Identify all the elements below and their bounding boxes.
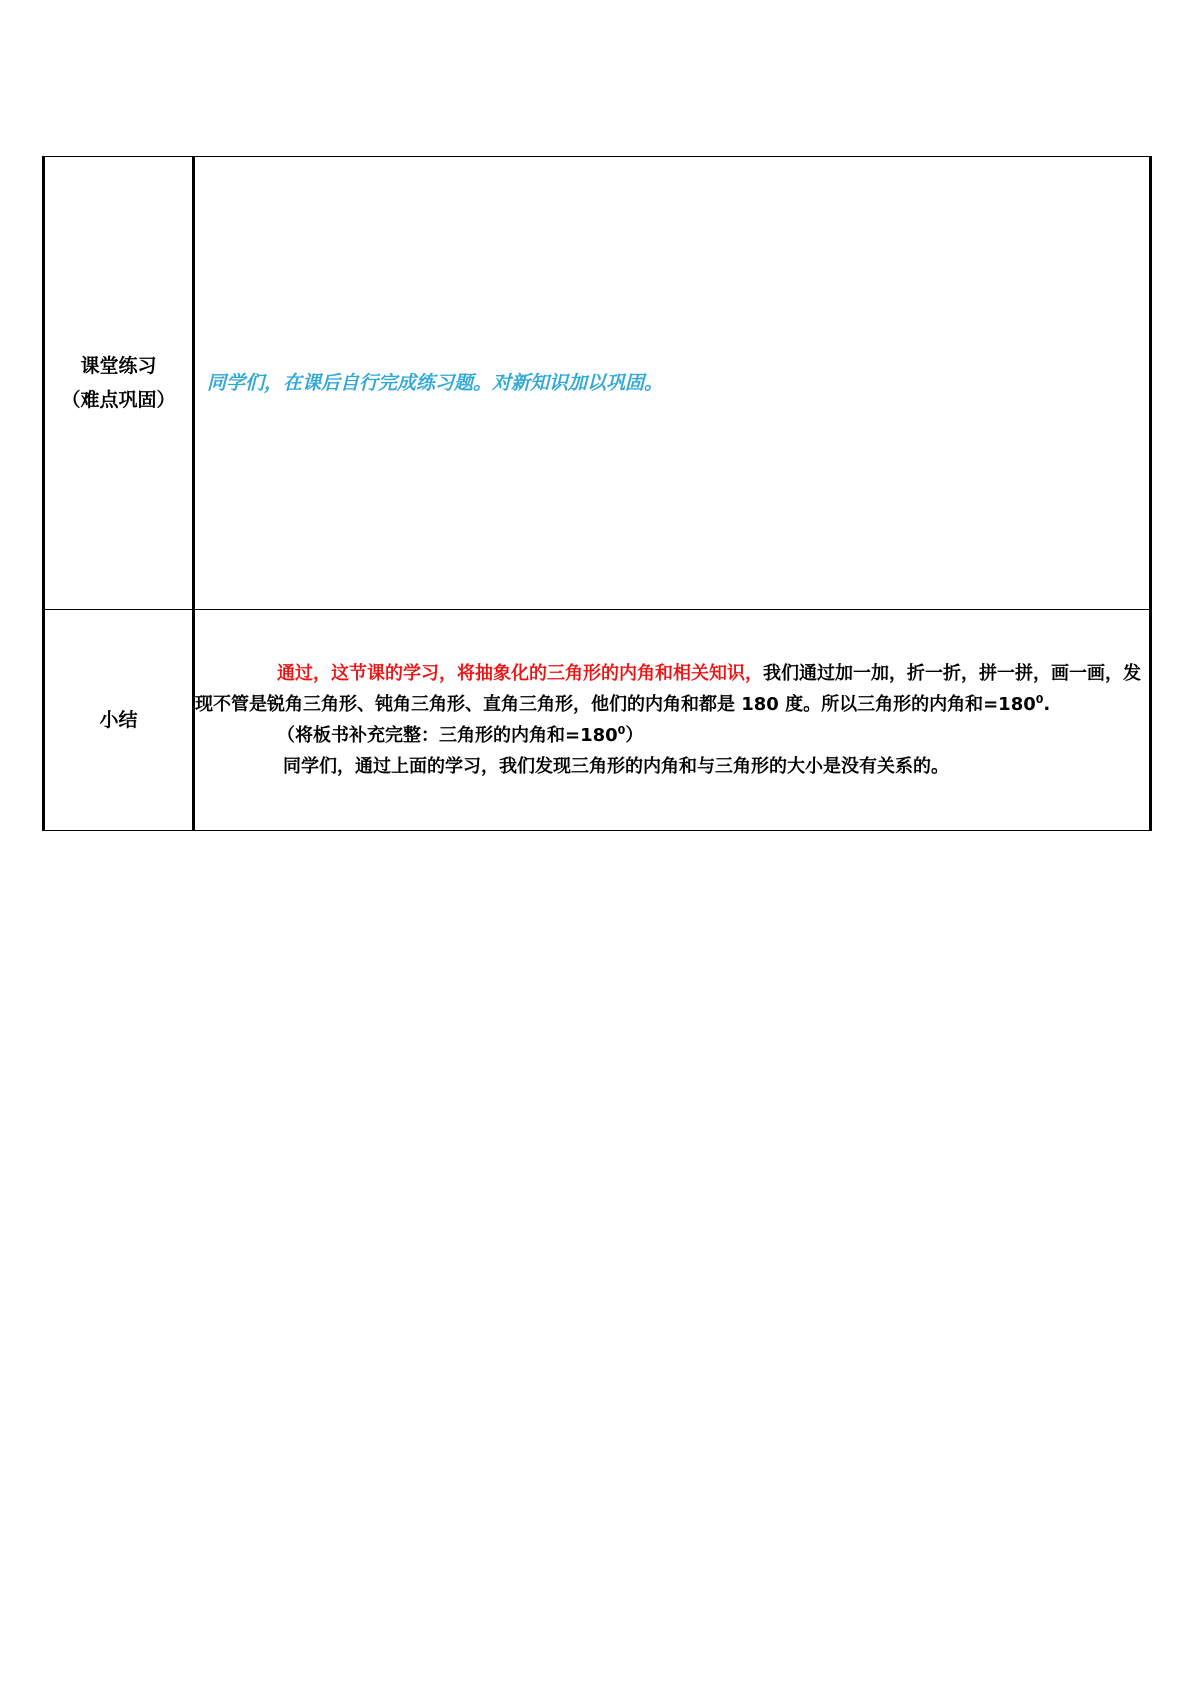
summary-highlight-text: 通过，这节课的学习，将抽象化的三角形的内角和相关知识， — [277, 663, 763, 684]
summary-paragraph-3 — [195, 751, 1149, 782]
summary-paragraph-1 — [195, 658, 1149, 720]
summary-paragraph-2 — [195, 720, 1149, 751]
summary-content-cell — [194, 610, 1151, 831]
practice-content-cell — [194, 157, 1151, 610]
summary-board-note — [195, 720, 1149, 751]
practice-content-text: 同学们，在课后自行完成练习题。对新知识加以巩固。 — [207, 372, 664, 394]
summary-label: 小结 — [99, 709, 138, 731]
lesson-table — [42, 156, 1152, 831]
summary-board-note-end: ） — [625, 725, 644, 746]
summary-board-note-text: （将板书补充完整：三角形的内角和=180 — [277, 725, 618, 746]
practice-row — [44, 157, 1151, 610]
summary-label-cell — [44, 610, 194, 831]
summary-period: . — [1043, 694, 1051, 715]
practice-label-cell — [44, 157, 194, 610]
practice-label-line1: 课堂练习 — [80, 355, 157, 377]
summary-conclusion: 同学们，通过上面的学习，我们发现三角形的内角和与三角形的大小是没有关系的。 — [283, 756, 949, 777]
summary-degree-superscript: 0 — [1035, 693, 1044, 706]
summary-body-text: 我们通过加一加，折一折，拼一拼，画一画，发现不管是锐角三角形、钝角三角形、直角三角形，他们的内角和都是 180 度。所以三角形的内角和=180 — [195, 663, 1141, 715]
practice-label-line2: （难点巩固） — [61, 389, 176, 411]
summary-row — [44, 610, 1151, 831]
summary-board-degree-superscript: 0 — [617, 724, 626, 737]
